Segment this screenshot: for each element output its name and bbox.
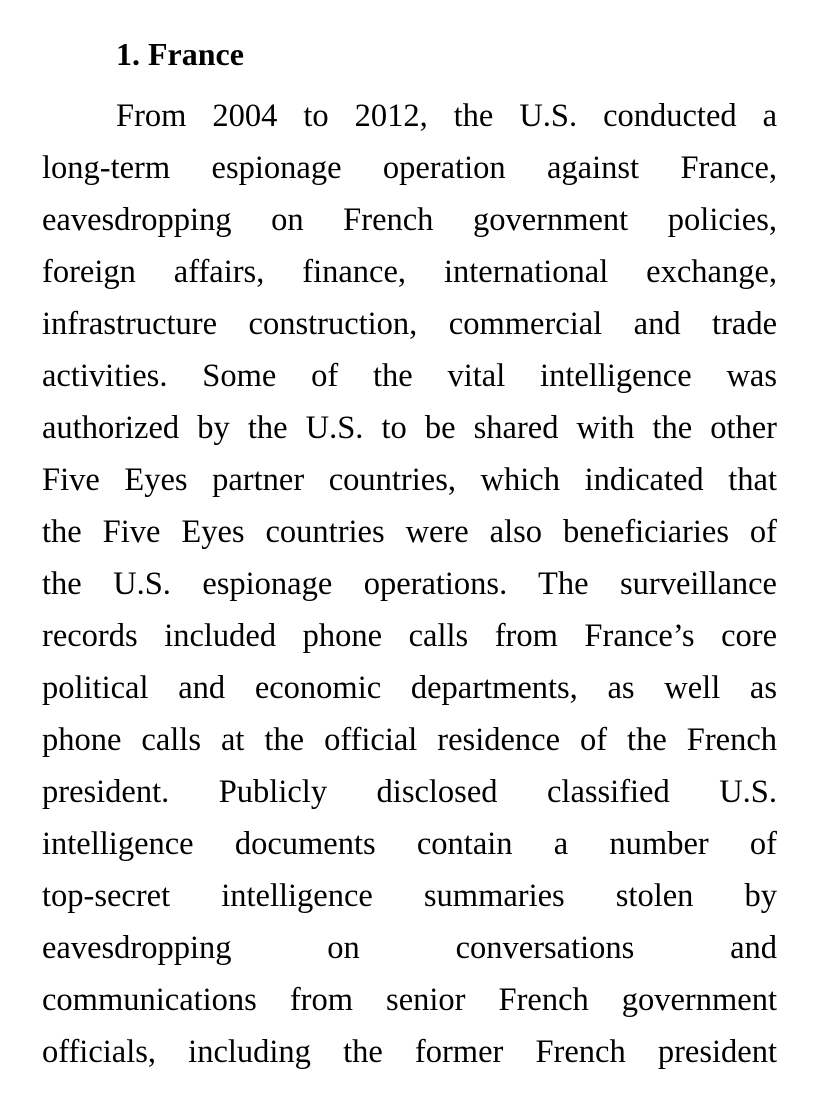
paragraph-line: long-term espionage operation against France, (42, 150, 777, 186)
paragraph-line: communications from senior French government (42, 982, 777, 1018)
paragraph-line: officials, including the former French president (42, 1034, 777, 1070)
section-heading: 1. France (116, 36, 244, 72)
paragraph-line: eavesdropping on conversations and (42, 930, 777, 966)
paragraph-line: Five Eyes partner countries, which indicated that (42, 462, 777, 498)
paragraph-line: political and economic departments, as well as (42, 670, 777, 706)
paragraph-line: president. Publicly disclosed classified U.S. (42, 774, 777, 810)
paragraph-line: records included phone calls from France’s core (42, 618, 777, 654)
paragraph-line: infrastructure construction, commercial and trade (42, 306, 777, 342)
paragraph-line: authorized by the U.S. to be shared with the other (42, 410, 777, 446)
paragraph-line: top-secret intelligence summaries stolen by (42, 878, 777, 914)
paragraph-line: phone calls at the official residence of the French (42, 722, 777, 758)
paragraph-line: intelligence documents contain a number of (42, 826, 777, 862)
paragraph-line: From 2004 to 2012, the U.S. conducted a (116, 98, 777, 134)
paragraph-line: activities. Some of the vital intelligence was (42, 358, 777, 394)
paragraph-line: eavesdropping on French government policies, (42, 202, 777, 238)
paragraph-line: foreign affairs, finance, international exchange, (42, 254, 777, 290)
paragraph-line: the U.S. espionage operations. The surveillance (42, 566, 777, 602)
paragraph-line: the Five Eyes countries were also beneficiaries of (42, 514, 777, 550)
